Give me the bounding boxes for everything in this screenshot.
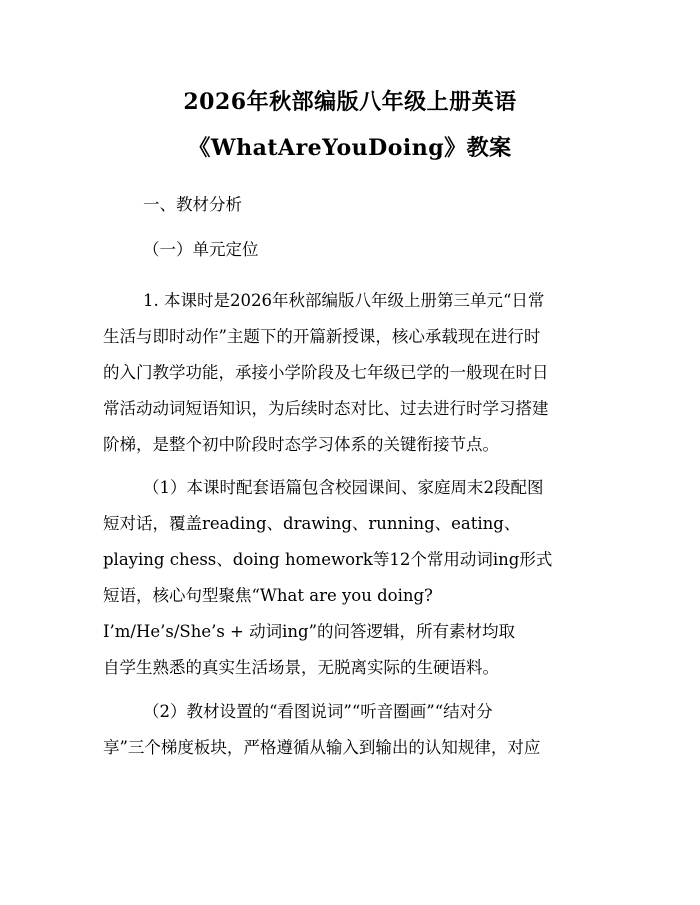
paragraph-2-line-5: I’m/He’s/She’s + 动词ing”的问答逻辑，所有素材均取: [103, 622, 516, 641]
document-title-line-1: 2026年秋部编版八年级上册英语: [183, 89, 517, 115]
paragraph-1-line-4: 常活动动词短语知识，为后续时态对比、过去进行时学习搭建: [103, 399, 549, 418]
paragraph-1-line-5: 阶梯，是整个初中阶段时态学习体系的关键衔接节点。: [103, 435, 499, 454]
paragraph-2-line-2: 短对话，覆盖reading、drawing、running、eating、: [103, 514, 521, 533]
document-title-line-2: 《WhatAreYouDoing》教案: [188, 135, 512, 161]
paragraph-3-line-1: （2）教材设置的“看图说词”“听音圈画”“结对分: [143, 702, 493, 721]
paragraph-2-line-6: 自学生熟悉的真实生活场景，无脱离实际的生硬语料。: [103, 658, 499, 677]
paragraph-1-line-3: 的入门教学功能，承接小学阶段及七年级已学的一般现在时日: [103, 363, 549, 382]
paragraph-2-line-1: （1）本课时配套语篇包含校园课间、家庭周末2段配图: [143, 478, 544, 497]
paragraph-2-line-3: playing chess、doing homework等12个常用动词ing形式: [103, 550, 553, 569]
paragraph-3-line-2: 享”三个梯度板块，严格遵循从输入到输出的认知规律，对应: [103, 738, 541, 757]
subsection-heading-unit-positioning: （一）单元定位: [143, 240, 259, 259]
paragraph-1-line-1: 1. 本课时是2026年秋部编版八年级上册第三单元“日常: [143, 291, 545, 310]
paragraph-1-line-2: 生活与即时动作”主题下的开篇新授课，核心承载现在进行时: [103, 327, 541, 346]
paragraph-2-line-4: 短语，核心句型聚焦“What are you doing?: [103, 586, 433, 605]
section-heading-textbook-analysis: 一、教材分析: [143, 195, 242, 214]
